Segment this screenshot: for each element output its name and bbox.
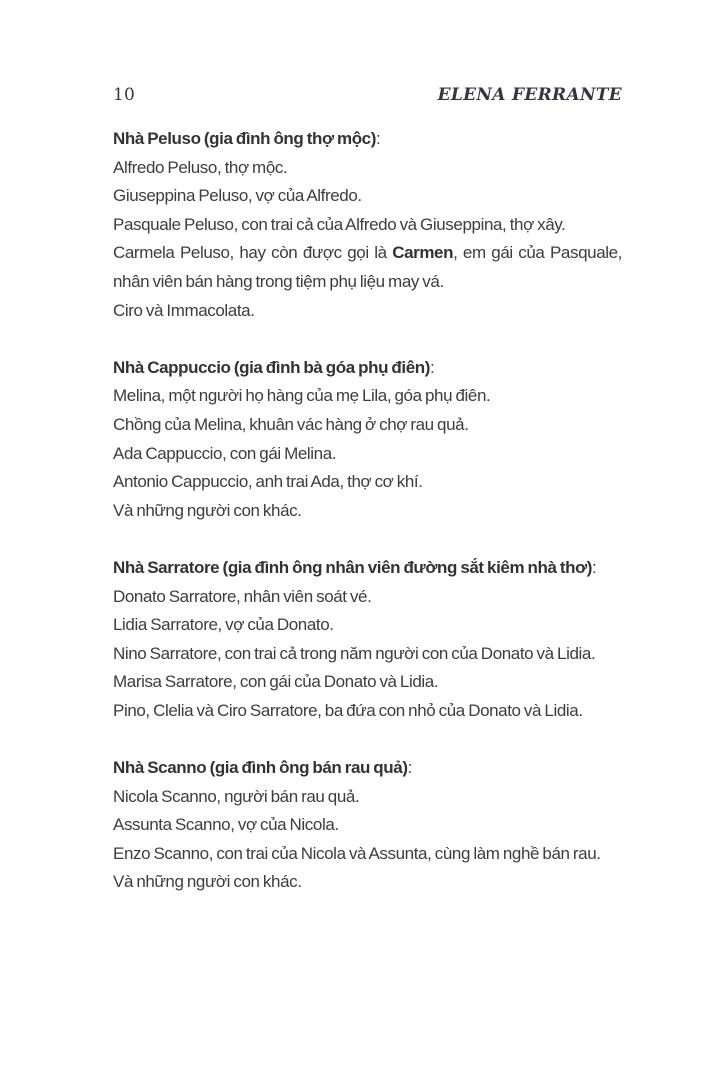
- family-heading-text: Nhà Cappuccio (gia đình bà góa phụ điên): [113, 357, 431, 377]
- entry-text: Antonio Cappuccio, anh trai Ada, thợ cơ khí.: [113, 472, 423, 492]
- family-heading-text: Nhà Sarratore (gia đình ông nhân viên đường sắt kiêm nhà thơ): [113, 557, 593, 577]
- family-heading: [113, 754, 622, 783]
- page-content: [113, 85, 622, 897]
- entry-text: Lidia Sarratore, vợ của Donato.: [113, 615, 334, 635]
- family-section: [113, 354, 622, 526]
- entry-text: Alfredo Peluso, thợ mộc.: [113, 157, 288, 177]
- entry-text: Giuseppina Peluso, vợ của Alfredo.: [113, 186, 362, 206]
- character-entry: [113, 697, 622, 726]
- family-heading-text: Nhà Scanno (gia đình ông bán rau quả): [113, 758, 408, 778]
- page-header: [113, 85, 622, 105]
- family-heading: [113, 354, 622, 383]
- character-entry: [113, 811, 622, 840]
- character-entry: [113, 783, 622, 812]
- family-heading-suffix: :: [592, 557, 597, 577]
- character-name-bold: Carmen: [392, 243, 454, 263]
- family-heading-suffix: :: [376, 129, 381, 148]
- family-heading-suffix: :: [407, 758, 412, 778]
- family-section: [113, 554, 622, 726]
- running-header-author: ELENA FERRANTE: [437, 85, 622, 105]
- entry-text: Và những người con khác.: [113, 500, 302, 520]
- entry-text: Pino, Clelia và Ciro Sarratore, ba đứa con nhỏ của Donato và Lidia.: [113, 700, 583, 720]
- character-entry: [113, 668, 622, 697]
- character-list: [113, 125, 622, 897]
- entry-text: Nicola Scanno, người bán rau quả.: [113, 786, 360, 806]
- family-heading: [113, 554, 622, 583]
- character-entry: [113, 468, 622, 497]
- entry-text: Nino Sarratore, con trai cả trong năm người con của Donato và Lidia.: [113, 643, 596, 663]
- entry-text: Carmela Peluso, hay còn được gọi là: [113, 243, 393, 263]
- character-entry: [113, 583, 622, 612]
- character-entry: [113, 239, 622, 296]
- character-entry: [113, 211, 622, 240]
- character-entry: [113, 497, 622, 526]
- character-entry: [113, 297, 622, 326]
- entry-text: Và những người con khác.: [113, 872, 302, 892]
- character-entry: [113, 440, 622, 469]
- page-number: 10: [113, 85, 136, 105]
- family-heading-text: Nhà Peluso (gia đình ông thợ mộc): [113, 129, 376, 148]
- character-entry: [113, 382, 622, 411]
- entry-text: Enzo Scanno, con trai của Nicola và Assunta, cùng làm nghề bán rau.: [113, 843, 601, 863]
- entry-text: , em gái của Pasquale, nhân viên bán hàng trong tiệm phụ liệu may vá.: [113, 243, 623, 291]
- entry-text: Ciro và Immacolata.: [113, 300, 255, 320]
- entry-text: Ada Cappuccio, con gái Melina.: [113, 443, 337, 463]
- family-heading-suffix: :: [430, 357, 435, 377]
- family-heading: [113, 125, 622, 154]
- character-entry: [113, 182, 622, 211]
- character-entry: [113, 154, 622, 183]
- character-entry: [113, 868, 622, 897]
- entry-text: Marisa Sarratore, con gái của Donato và Lidia.: [113, 672, 439, 692]
- entry-text: Chồng của Melina, khuân vác hàng ở chợ rau quả.: [113, 414, 469, 434]
- character-entry: [113, 611, 622, 640]
- character-entry: [113, 640, 622, 669]
- entry-text: Pasquale Peluso, con trai cả của Alfredo và Giuseppina, thợ xây.: [113, 214, 566, 234]
- family-section: [113, 125, 622, 325]
- entry-text: Assunta Scanno, vợ của Nicola.: [113, 815, 339, 835]
- family-section: [113, 754, 622, 897]
- entry-text: Melina, một người họ hàng của mẹ Lila, góa phụ điên.: [113, 386, 491, 406]
- entry-text: Donato Sarratore, nhân viên soát vé.: [113, 586, 372, 606]
- character-entry: [113, 411, 622, 440]
- character-entry: [113, 840, 622, 869]
